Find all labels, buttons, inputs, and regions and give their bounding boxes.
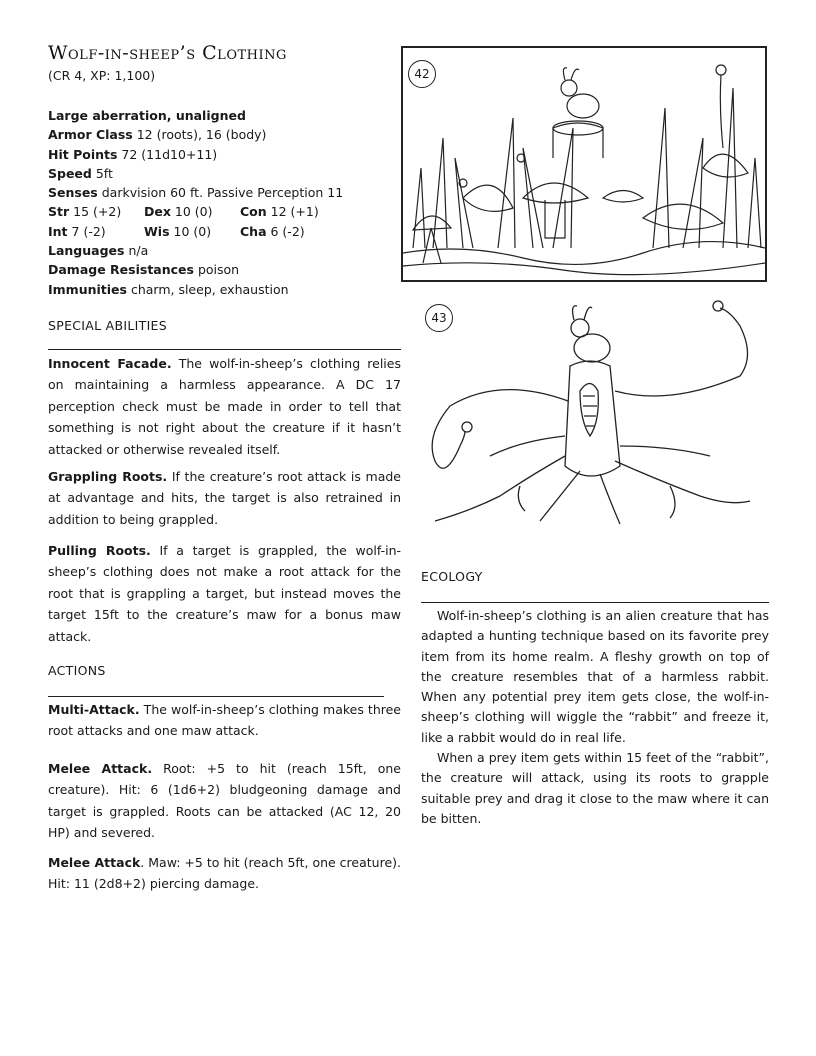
stat-block (48, 106, 343, 299)
ecology-heading: ECOLOGY (421, 569, 483, 584)
actions-divider (48, 696, 384, 697)
creature-title: Wolf-in-sheep’s Clothing (48, 42, 287, 64)
armor-class-line: Armor Class 12 (roots), 16 (body) (48, 127, 267, 143)
languages-line: Languages n/a (48, 243, 149, 259)
str-score: Str 15 (+2) (48, 204, 122, 220)
ability-row-1 (48, 202, 343, 221)
cha-score: Cha 6 (-2) (240, 223, 305, 239)
maw-attack-action: Melee Attack. Maw: +5 to hit (reach 5ft, one creature). Hit: 11 (2d8+2) piercing damage. (48, 855, 401, 892)
challenge-rating: (CR 4, XP: 1,100) (48, 68, 156, 83)
creature-drawing (420, 296, 765, 534)
hit-points-line: Hit Points 72 (11d10+11) (48, 146, 218, 162)
innocent-facade-ability: Innocent Facade. The wolf-in-sheep’s clothing relies on maintaining a harmless appearance. A DC 17 perception check must be made in order to tell that something is not right about the creature if it hasn’t attacked or otherwise revealed itself. (48, 356, 401, 457)
ecology-paragraph-2: When a prey item gets within 15 feet of the “rabbit”, the creature will attack, using its roots to grapple suitable prey and drag it close to the maw where it can be bitten. (421, 750, 769, 826)
special-abilities-divider (48, 349, 401, 350)
figure-number-badge: 43 (425, 304, 453, 332)
illustration-creature (420, 296, 765, 534)
forest-scene-drawing (403, 48, 765, 280)
ecology-text (421, 606, 769, 829)
illustration-forest-scene (401, 46, 767, 282)
con-score: Con 12 (+1) (240, 204, 319, 220)
wis-score: Wis 10 (0) (144, 223, 212, 239)
immunities-line: Immunities charm, sleep, exhaustion (48, 281, 289, 297)
special-abilities-heading: SPECIAL ABILITIES (48, 318, 167, 333)
int-score: Int 7 (-2) (48, 223, 106, 239)
figure-number-badge: 42 (408, 60, 436, 88)
senses-line: Senses darkvision 60 ft. Passive Perception 11 (48, 185, 344, 201)
creature-type: Large aberration, unaligned (48, 108, 246, 123)
pulling-roots-ability: Pulling Roots. If a target is grappled, the wolf-in-sheep’s clothing does not make a root attack for the root that is grappling a target, but instead moves the target 15ft to the creature’s maw for a bonus maw attack. (48, 543, 402, 644)
dex-score: Dex 10 (0) (144, 204, 213, 220)
root-attack-action: Melee Attack. Root: +5 to hit (reach 15ft, one creature). Hit: 6 (1d6+2) bludgeoning damage and target is grappled. Roots can be attacked (AC 12, 20 HP) and severed. (48, 761, 401, 841)
grappling-roots-ability: Grappling Roots. If the creature’s root attack is made at advantage and hits, the target is also retrained in addition to being grappled. (48, 469, 401, 527)
ecology-paragraph-1: Wolf-in-sheep’s clothing is an alien creature that has adapted a hunting technique based on its favorite prey item from its home realm. A fleshy growth on top of the creature resembles that of a harmless rabbit. When any potential prey item gets close, the wolf-in-sheep’s clothing will wiggle the “rabbit” and freeze it, like a rabbit would do in real life. (421, 608, 769, 745)
ability-row-2 (48, 222, 343, 241)
speed-line: Speed 5ft (48, 165, 113, 181)
resistances-line: Damage Resistances poison (48, 262, 240, 278)
actions-heading: ACTIONS (48, 663, 106, 678)
multi-attack-action: Multi-Attack. The wolf-in-sheep’s clothing makes three root attacks and one maw attack. (48, 702, 401, 739)
ecology-divider (421, 602, 769, 603)
